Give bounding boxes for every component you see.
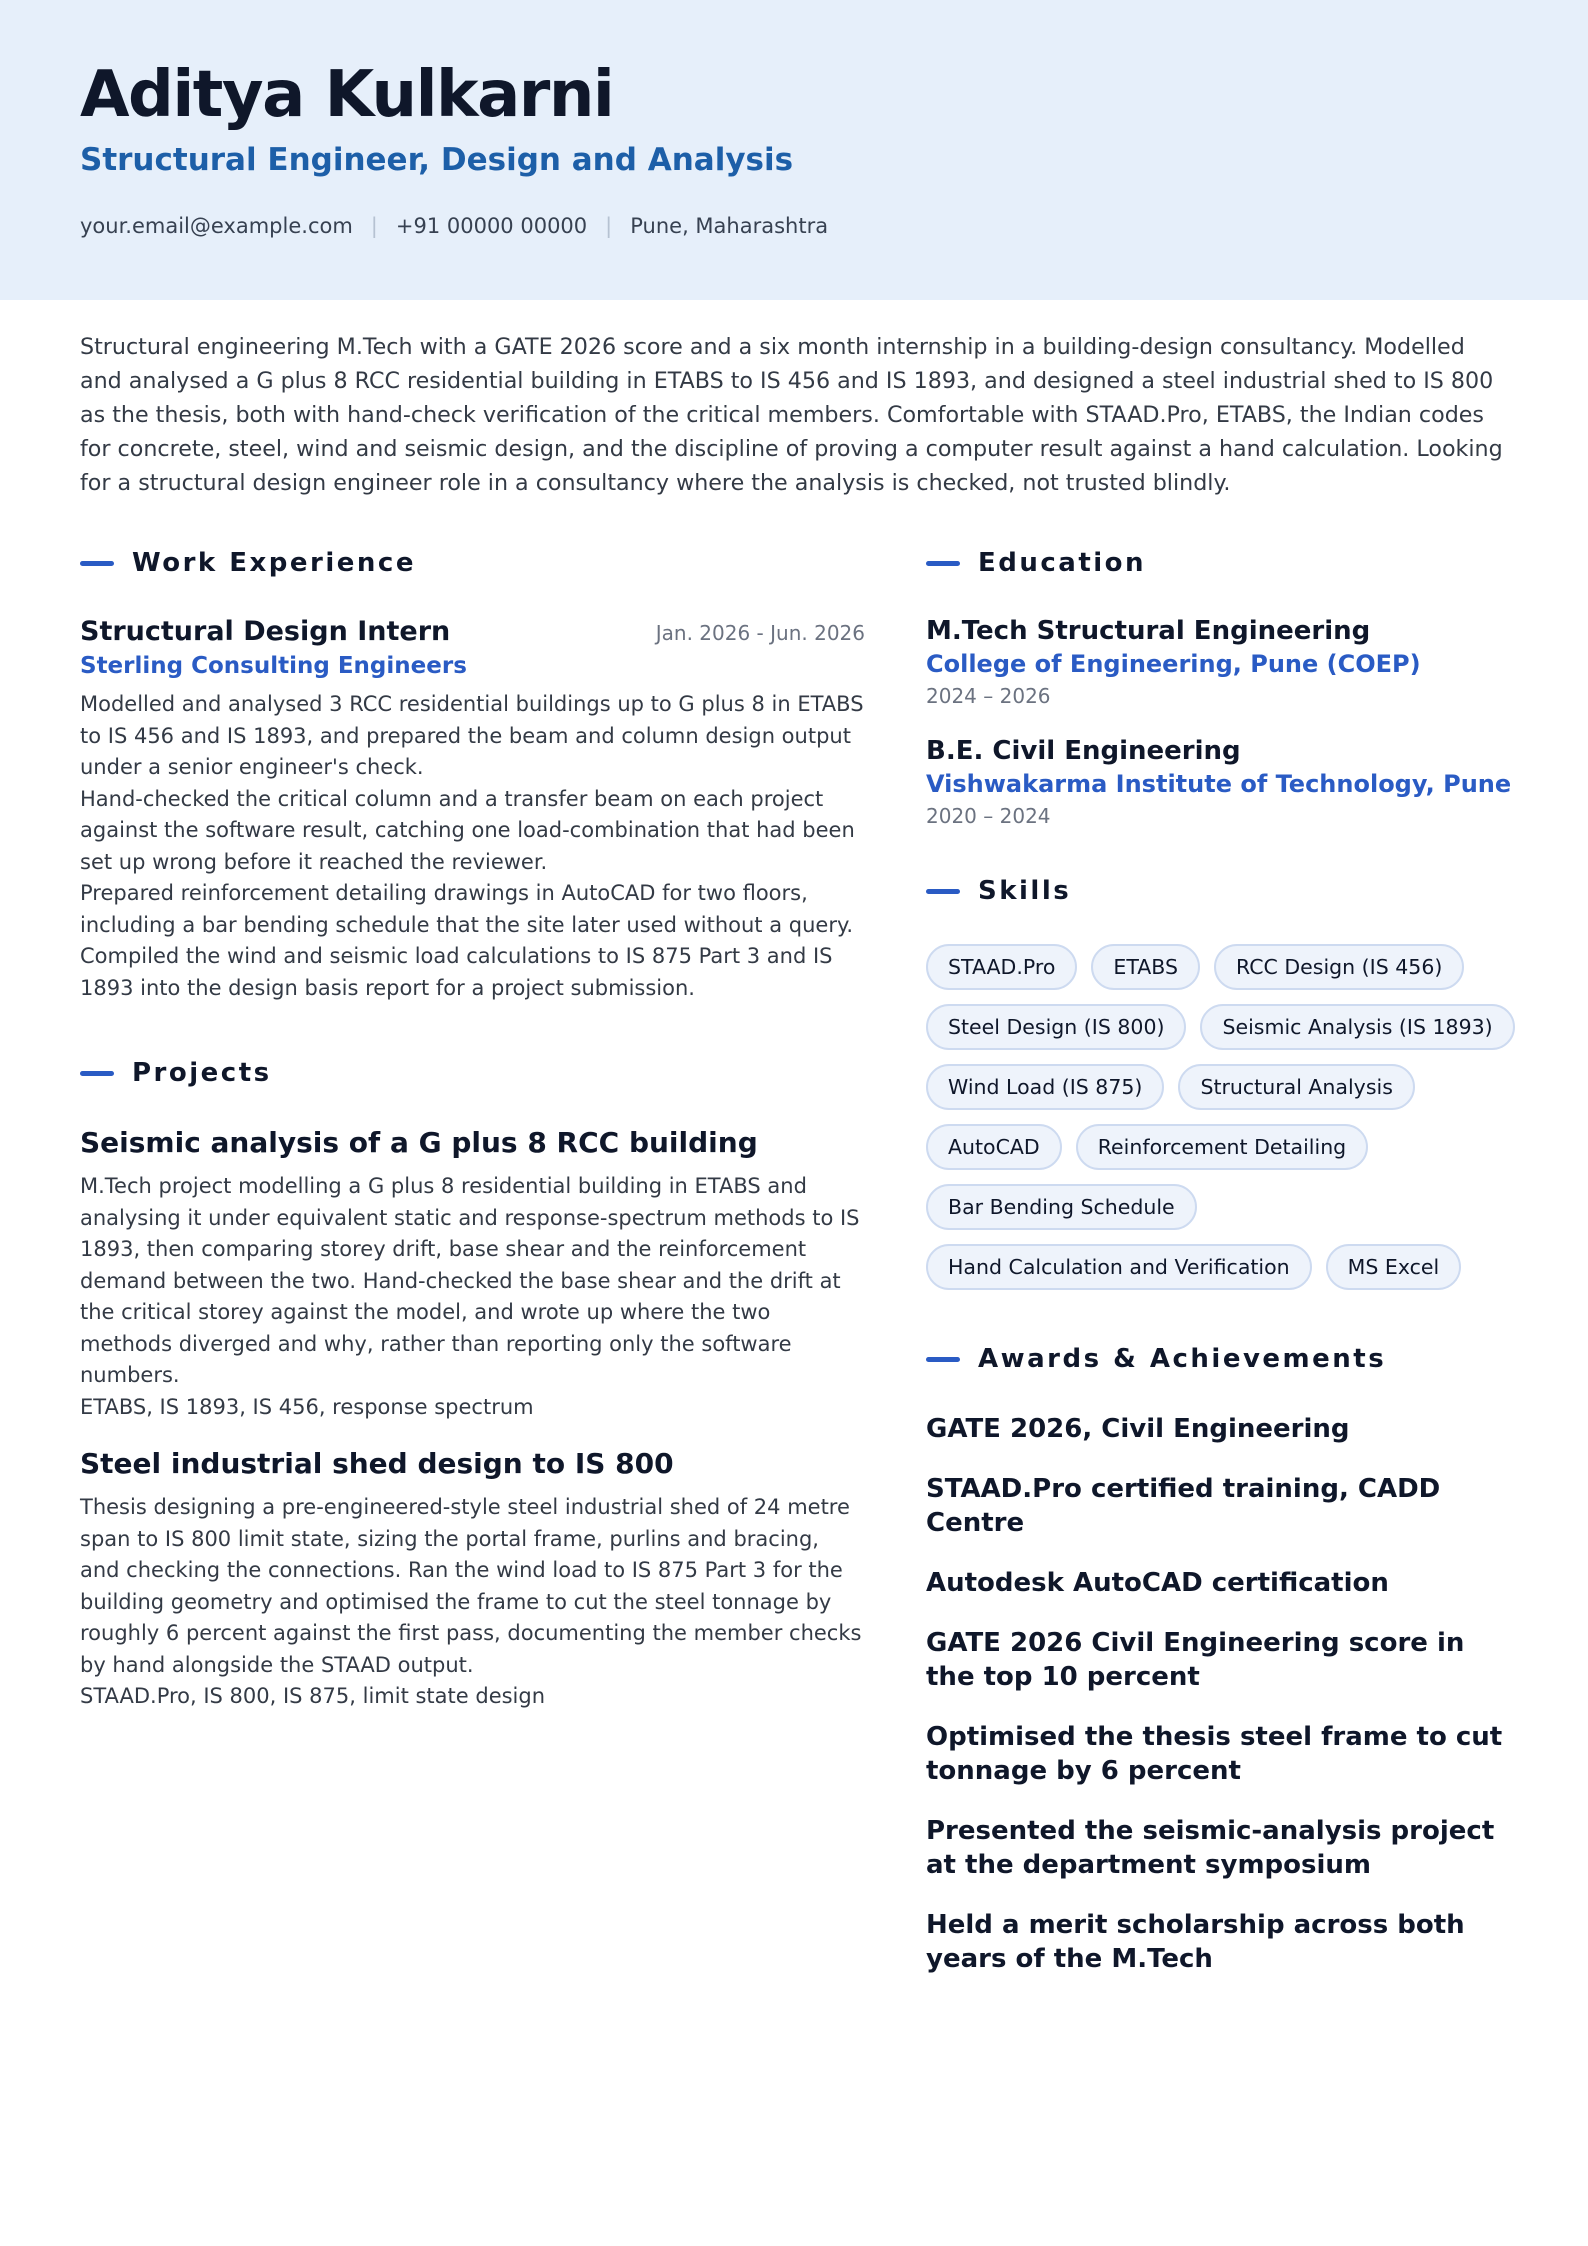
project-entry [80,1126,865,1423]
job-company: Sterling Consulting Engineers [80,653,467,679]
education-degree: B.E. Civil Engineering [926,736,1241,766]
project-title: Steel industrial shed design to IS 800 [80,1447,674,1480]
award-item: Autodesk AutoCAD certification [926,1568,1389,1598]
skill-chip: Hand Calculation and Verification [926,1244,1312,1290]
project-description: Thesis designing a pre-engineered-style steel industrial shed of 24 metre span to IS 800 limit state, sizing the portal frame, purlins and bracing, and checking the connections. Ran the wind load to IS 875 Part 3 for the building geometry and optimised the frame to cut the steel tonnage by roughly 6 percent against the first pass, documenting the member checks by hand alongside the STAAD output. [80,1495,862,1677]
section-accent-bar [80,1071,114,1076]
candidate-name: Aditya Kulkarni [80,58,614,132]
section-accent-bar [926,889,960,894]
contact-separator: | [605,214,613,238]
resume-header [0,0,1588,300]
education-degree: M.Tech Structural Engineering [926,616,1371,646]
contact-email[interactable]: your.email@example.com [80,214,353,238]
section-title: Skills [978,876,1072,906]
section-header-awards [926,1336,1516,1382]
section-title: Education [978,548,1147,578]
education-years: 2020 – 2024 [926,804,1051,828]
skill-chip: Seismic Analysis (IS 1893) [1200,1004,1514,1050]
education-school: College of Engineering, Pune (COEP) [926,650,1421,678]
contact-separator: | [370,214,378,238]
section-header-education [926,540,1516,586]
section-title: Awards & Achievements [978,1344,1387,1374]
summary-paragraph: Structural engineering M.Tech with a GATE 2026 score and a six month internship in a building-design consultancy. Modelled and analysed a G plus 8 RCC residential building in ETABS to IS 456 and IS 1893, and designed a steel industrial shed to IS 800 as the thesis, both with hand-check verification of the critical members. Comfortable with STAAD.Pro, ETABS, the Indian codes for concrete, steel, wind and seismic design, and the discipline of proving a computer result against a hand calculation. Looking for a structural design engineer role in a consultancy where the analysis is checked, not trusted blindly. [80,334,1503,496]
project-tags: STAAD.Pro, IS 800, IS 875, limit state design [80,1684,546,1708]
section-accent-bar [926,1357,960,1362]
job-bullet: Prepared reinforcement detailing drawings in AutoCAD for two floors, including a bar bending schedule that the site later used without a query. [80,881,854,937]
section-accent-bar [80,561,114,566]
section-accent-bar [926,561,960,566]
section-header-skills [926,868,1516,914]
section-header-projects [80,1050,865,1096]
skill-chip: RCC Design (IS 456) [1214,944,1464,990]
skill-chip: Wind Load (IS 875) [926,1064,1164,1110]
award-item: Optimised the thesis steel frame to cut tonnage by 6 percent [926,1722,1503,1786]
skill-chip: MS Excel [1326,1244,1462,1290]
right-column [926,540,1516,2002]
contact-phone[interactable]: +91 00000 00000 [395,214,588,238]
project-title: Seismic analysis of a G plus 8 RCC building [80,1126,758,1159]
skills-list [926,944,1516,1290]
award-item: GATE 2026 Civil Engineering score in the top 10 percent [926,1628,1465,1692]
skill-chip: STAAD.Pro [926,944,1077,990]
project-tags: ETABS, IS 1893, IS 456, response spectrum [80,1394,534,1419]
skill-chip: ETABS [1091,944,1200,990]
award-item: Presented the seismic-analysis project at the department symposium [926,1816,1495,1880]
education-entry [926,736,1516,828]
contact-location: Pune, Maharashtra [630,214,829,238]
job-bullet: Hand-checked the critical column and a transfer beam on each project against the software result, catching one load-combination that had been set up wrong before it reached the reviewer. [80,786,855,874]
section-title: Projects [132,1058,272,1088]
skill-chip: Structural Analysis [1178,1064,1414,1110]
project-entry [80,1447,865,1713]
job-role: Structural Design Intern [80,616,451,647]
skill-chip: Bar Bending Schedule [926,1184,1197,1230]
award-item: Held a merit scholarship across both years of the M.Tech [926,1910,1465,1974]
education-years: 2024 – 2026 [926,684,1051,708]
awards-list [926,1412,1516,1976]
skill-chip: Reinforcement Detailing [1076,1124,1368,1170]
education-school: Vishwakarma Institute of Technology, Pune [926,770,1512,798]
skill-chip: AutoCAD [926,1124,1062,1170]
candidate-title: Structural Engineer, Design and Analysis [80,142,794,178]
job-dates: Jan. 2026 - Jun. 2026 [655,621,865,645]
job-bullet: Modelled and analysed 3 RCC residential buildings up to G plus 8 in ETABS to IS 456 and IS 1893, and prepared the beam and column design output under a senior engineer's check. [80,692,864,779]
project-description: M.Tech project modelling a G plus 8 residential building in ETABS and analysing it under equivalent static and response-spectrum methods to IS 1893, then comparing storey drift, base shear and the reinforcement demand between the two. Hand-checked the base shear and the drift at the critical storey against the model, and wrote up where the two methods diverged and why, rather than reporting only the software numbers. [80,1174,860,1387]
section-title: Work Experience [132,548,416,578]
experience-entry [80,616,865,1004]
award-item: STAAD.Pro certified training, CADD Centre [926,1474,1441,1538]
left-column [80,540,865,1737]
job-bullet: Compiled the wind and seismic load calculations to IS 875 Part 3 and IS 1893 into the design basis report for a project submission. [80,944,833,1000]
skill-chip: Steel Design (IS 800) [926,1004,1186,1050]
job-bullets [80,689,865,1004]
award-item: GATE 2026, Civil Engineering [926,1414,1350,1444]
contact-line [80,214,828,238]
education-entry [926,616,1516,708]
section-header-experience [80,540,865,586]
